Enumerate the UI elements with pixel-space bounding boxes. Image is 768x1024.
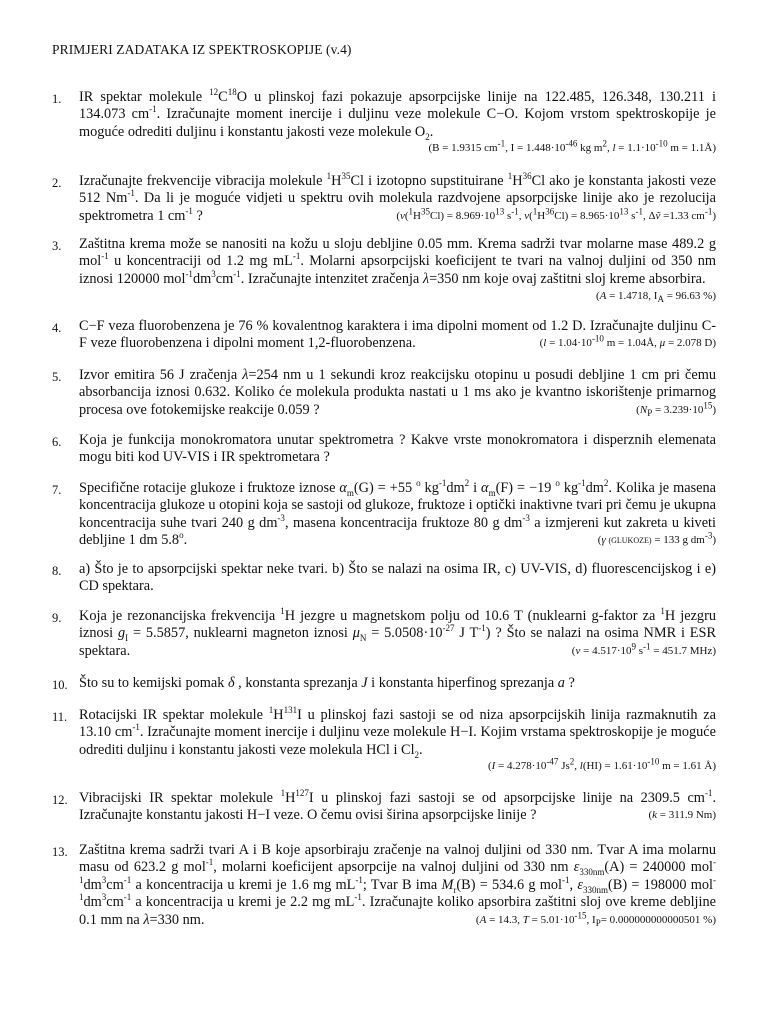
problem-text: Izvor emitira 56 J zračenja λ=254 nm u 1 sekundi kroz reakcijsku otopinu u posudi debljine 1 cm pri čemu absorbancija iznosi 0.632. Koliko će molekula produkta nastati u 1 ms ako je kvantno iskorištenje primarnog procesa ove fotokemijske reakcije 0.059 ? $(N_P = 3.239\cdot 10^{15})$ xyxy=(79,367,717,418)
answer: ($v = 4.517\cdot 10^9$ $s^{-1} = 451.7$ MHz) xyxy=(571,641,716,657)
problem-number: 12. xyxy=(52,793,68,807)
problem-9 xyxy=(52,608,716,660)
answer: (B = 1.9315 $cm^{-1}$, $I = 1.448\cdot 10^{-46}$ kg $m^2$, $l = 1.1\cdot 10^{-10}$ m = 1.1Å) xyxy=(428,138,716,155)
problem-text: Rotacijski IR spektar molekule $^1H^{131}I$ u plinskoj fazi sastoji se od niza apsorpcijskih linija razmaknutih za 13.10 $cm^{-1}$. Izračunajte moment inercije i duljinu veze molekule H−I. Kojim vrstama spektroskopije je moguće odrediti duljinu i konstantu jakosti veze molekula HCl i $Cl_2$. ($I = 4.278\cdot 10^{-47}$ Js$^2$, $l(HI) = 1.61\cdot 10^{-10}$ m = 1.61 Å) xyxy=(79,705,716,773)
problem-13 xyxy=(52,842,716,929)
problem-text: a) Što je to apsorpcijski spektar neke tvari. b) Što se nalazi na osima IR, c) UV-VIS, d) fluorescencijskog i e) CD spektara. xyxy=(79,561,716,595)
problem-8 xyxy=(52,561,716,596)
problem-5 xyxy=(52,367,716,419)
problem-1 xyxy=(52,89,716,155)
answer: (γ (GLUKOZE) = 133 g $dm^{-3}$) xyxy=(597,530,716,547)
problem-7 xyxy=(52,480,716,550)
problem-2 xyxy=(52,173,716,225)
answer: ($l = 1.04\cdot 10^{-10}$ m = 1.04Å, μ = 2.078 D) xyxy=(539,333,716,350)
problem-number: 11. xyxy=(52,710,68,724)
problem-number: 8. xyxy=(52,564,62,578)
answer: (k = 311.9 Nm) xyxy=(648,809,716,822)
problem-text: IR spektar molekule $^{12}C^{18}O$ u plinskoj fazi pokazuje apsorpcijske linije na 122.485, 126.348, 130.211 i 134.073 $cm^{-1}$. Izračunajte moment inercije i duljinu veze molekule C−O. Kojom vrstom spektroskopije je moguće odrediti duljinu i konstantu jakosti veze molekule $O_2$. (B = 1.9315 $cm^{-1}$, $I = 1.448\cdot 10^{-46}$ kg $m^2$, $l = 1.1\cdot 10^{-10}$ m = 1.1Å) xyxy=(79,87,716,155)
problem-text: Specifične rotacije glukoze i fruktoze iznose $\alpha_m(G) = +55$ $^o$ $kg^{-1}dm^2$ i $\alpha_m(F) = -19$ $^o$ $kg^{-1}dm^2$. Kolika je masena koncentracija glukoze u otopini koja se sastoji od glukoze, fruktoze i optički inaktivne tvari pri čemu je ukupna koncentracija suhe tvari 240 g $dm^{-3}$, masena koncentracija fruktoze 80 g $dm^{-3}$ a izmjereni kut zakreta u kiveti debljine 1 dm 5.8$^o$. (γ (GLUKOZE) = 133 g $dm^{-3}$) xyxy=(79,478,716,549)
answer: $(N_P = 3.239\cdot 10^{15})$ xyxy=(636,400,716,418)
problem-10 xyxy=(52,675,716,692)
problem-6 xyxy=(52,432,716,467)
problem-text: Koja je funkcija monokromatora unutar spektrometra ? Kakve vrste monokromatora i disperznih elemenata mogu biti kod UV-VIS i IR spektrometara ? xyxy=(79,432,716,466)
problem-number: 1. xyxy=(52,92,62,106)
problem-number: 5. xyxy=(52,370,62,384)
problem-number: 4. xyxy=(52,321,62,335)
problem-number: 7. xyxy=(52,483,62,497)
problem-text: Što su to kemijski pomak δ , konstanta sprezanja J i konstanta hiperfinog sprezanja a ? xyxy=(79,675,575,691)
problem-number: 9. xyxy=(52,611,62,625)
problem-text: Koja je rezonancijska frekvencija $^1$H jezgre u magnetskom polju od 10.6 T (nuklearni g-faktor za $^1$H jezgru iznosi $g_I = 5.5857$, nuklearni magneton iznosi $\mu_N = 5.0508\cdot 10^{-27}$ J $T^{-1}$) ? Što se nalazi na osima NMR i ESR spektara. ($v = 4.517\cdot 10^9$ $s^{-1} = 451.7$ MHz) xyxy=(79,606,717,659)
problem-text: Zaštitna krema može se nanositi na kožu u sloju debljine 0.05 mm. Krema sadrži tvar molarne mase 489.2 g mol$^{-1}$ u koncentraciji od 1.2 mg $mL^{-1}$. Molarni apsorpcijski koeficijent te tvari na valnoj duljini od 350 nm iznosi 120000 $mol^{-1}dm^3cm^{-1}$. Izračunajte intenzitet zračenja λ=350 nm koje ovaj zaštitni sloj kreme absorbira. (A = 1.4718, $I_A = 96.63$ %) xyxy=(79,236,716,305)
problem-3 xyxy=(52,236,716,306)
answer: (A = 14.3, $T = 5.01\cdot 10^{-15}$, $I_P= 0.000000000000501$ %) xyxy=(475,909,716,928)
problem-text: C−F veza fluorobenzena je 76 % kovalentnog karaktera i ima dipolni moment od 1.2 D. Izračunajte duljinu C-F veze fluorobenzena i dipolni moment 1,2-fluorobenzena. ($l = 1.04\cdot 10^{-10}$ m = 1.04Å, μ = 2.078 D) xyxy=(79,318,716,352)
answer: ($I = 4.278\cdot 10^{-47}$ Js$^2$, $l(HI) = 1.61\cdot 10^{-10}$ m = 1.61 Å) xyxy=(487,756,716,773)
problem-text: Zaštitna krema sadrži tvari A i B koje apsorbiraju zračenje na valnoj duljini od 330 nm. Tvar A ima molarnu masu od 623.2 g mol$^{-1}$, molarni koeficijent apsorpcije na valnoj duljini od 330 nm $\varepsilon_{330nm}(A) = 240000$ $mol^{-1}dm^3cm^{-1}$ a koncentracija u kremi je 1.6 mg $mL^{-1}$; Tvar B ima $M_r(B) = 534.6$ g mol$^{-1}$, $\varepsilon_{330nm}(B) = 198000$ $mol^{-1}dm^3cm^{-1}$ a koncentracija u kremi je 2.2 mg $mL^{-1}$. Izračunajte koliko apsorbira zaštitni sloj ove kreme debljine 0.1 mm na λ=330 nm. (A = 14.3, $T = 5.01\cdot 10^{-15}$, $I_P= 0.000000000000501$ %) xyxy=(79,842,716,928)
document-title: PRIMJERI ZADATAKA IZ SPEKTROSKOPIJE (v.4) xyxy=(52,42,352,57)
problem-text: Izračunajte frekvencije vibracija molekule $^1H^{35}Cl$ i izotopno supstituirane $^1H^{36}Cl$ ako je konstanta jakosti veze 512 $Nm^{-1}$. Da li je moguće vidjeti u spektru ovih molekula razdvojene apsorpcijske linije ako je rezolucija spektrometra 1 $cm^{-1}$ ? ($v(^1H^{35}Cl) = 8.969\cdot 10^{13}$ $s^{-1}$, $v(^1H^{36}Cl) = 8.965\cdot 10^{13}$ $s^{-1}$, Δṽ =1.33 $cm^{-1}$) xyxy=(79,171,717,224)
answer: (A = 1.4718, $I_A = 96.63$ %) xyxy=(595,290,716,305)
problem-number: 6. xyxy=(52,435,62,449)
problem-number: 3. xyxy=(52,239,62,253)
problem-number: 10. xyxy=(52,678,68,692)
problem-text: Vibracijski IR spektar molekule $^1H^{127}I$ u plinskoj fazi sastoji se od apsorpcijske linije na 2309.5 $cm^{-1}$. Izračunajte konstantu jakosti H−I veze. O čemu ovisi širina apsorpcijske linije ? (k = 311.9 Nm) xyxy=(79,788,717,824)
problem-11 xyxy=(52,707,716,773)
answer: ($v(^1H^{35}Cl) = 8.969\cdot 10^{13}$ $s^{-1}$, $v(^1H^{36}Cl) = 8.965\cdot 10^{13}$ $s^{-1}$, Δṽ =1.33 $cm^{-1}$) xyxy=(396,206,716,222)
problem-4 xyxy=(52,318,716,353)
problem-number: 13. xyxy=(52,845,68,859)
problem-number: 2. xyxy=(52,176,62,190)
problem-12 xyxy=(52,790,716,825)
